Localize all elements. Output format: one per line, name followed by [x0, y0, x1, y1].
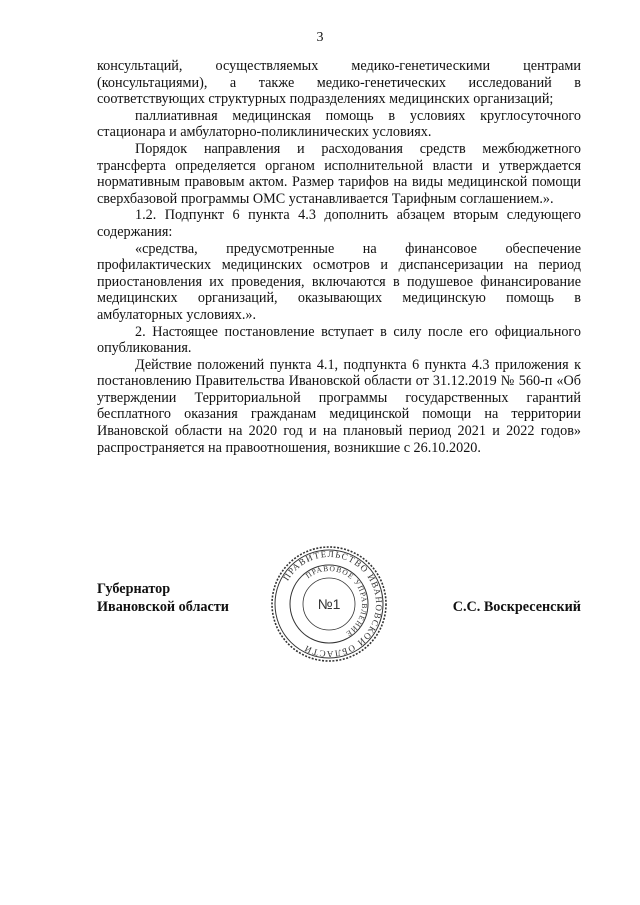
signatory-title-line2: Ивановской области: [97, 599, 229, 615]
paragraph-continuation: консультаций, осуществляемых медико-генетическими центрами (консультациями), а также медико-генетических исследований в соответствующих структурных подразделениях медицинских организаций;: [97, 58, 581, 108]
paragraph-effect-clause: Действие положений пункта 4.1, подпункта 6 пункта 4.3 приложения к постановлению Правительства Ивановской области от 31.12.2019 № 560-п «Об утверждении Территориальной программы государственных гарантий бесплатного оказания гражданам медицинской помощи на территории Ивановской области на 2020 год и на плановый период 2021 и 2022 годов» распространяется на правоотношения, возникшие с 26.10.2020.: [97, 356, 581, 456]
paragraph-transfer-procedure: Порядок направления и расходования средств межбюджетного трансферта определяется органом исполнительной власти и утверждается нормативным правовым актом. Размер тарифов на виды медицинской помощи сверхбазовой программы ОМС устанавливается Тарифным соглашением.».: [97, 140, 581, 207]
seal-inner-text: ПРАВОВОЕ УПРАВЛЕНИЕ: [303, 563, 370, 639]
seal-outer-text: ПРАВИТЕЛЬСТВО ИВАНОВСКОЙ ОБЛАСТИ: [281, 548, 385, 660]
seal-graphic: [270, 545, 388, 663]
paragraph-palliative-care: паллиативная медицинская помощь в условиях круглосуточного стационара и амбулаторно-поликлинических условиях.: [97, 107, 581, 141]
signatory-title: [97, 580, 229, 616]
signatory-name: С.С. Воскресенский: [452, 599, 581, 615]
page-number: 3: [316, 30, 324, 45]
paragraph-quoted-addition: «средства, предусмотренные на финансовое обеспечение профилактических медицинских осмотров и диспансеризации на период приостановления их проведения, включаются в подушевое финансирование медицинских организаций, оказывающих медицинскую помощь в амбулаторных условиях.».: [97, 240, 581, 323]
paragraph-item-2: 2. Настоящее постановление вступает в силу после его официального опубликования.: [97, 323, 581, 357]
official-seal: [270, 545, 388, 663]
seal-number: №1: [317, 596, 341, 612]
document-body: [97, 58, 581, 456]
paragraph-item-1-2: 1.2. Подпункт 6 пункта 4.3 дополнить абзацем вторым следующего содержания:: [97, 207, 581, 240]
signatory-title-line1: Губернатор: [97, 581, 171, 597]
